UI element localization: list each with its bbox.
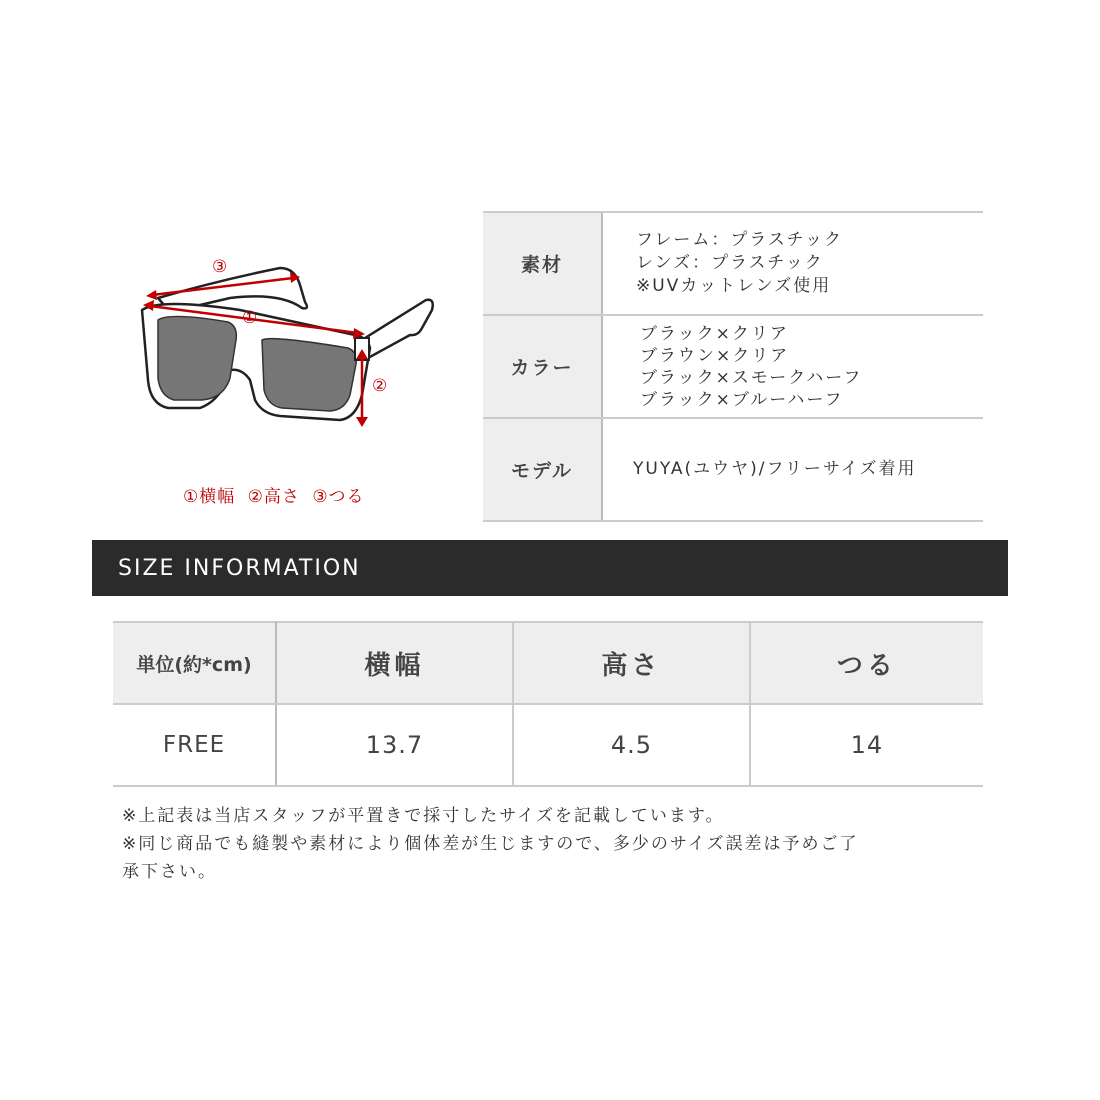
- spec-label-color: カラー: [483, 316, 603, 417]
- size-header-height: 高さ: [513, 622, 750, 704]
- spec-line: YUYA(ユウヤ)/フリーサイズ着用: [633, 459, 917, 479]
- spec-line: ブラック×ブルーハーフ: [640, 389, 844, 410]
- spec-line: レンズ：プラスチック: [636, 253, 824, 273]
- spec-line: ※UVカットレンズ使用: [636, 276, 832, 296]
- size-cell-width: 13.7: [276, 704, 513, 786]
- spec-label-model: モデル: [483, 419, 603, 520]
- marker-temple: ③: [212, 257, 228, 277]
- size-cell-temple: 14: [750, 704, 983, 786]
- spec-row-color: [483, 316, 983, 419]
- left-lens: [158, 316, 236, 400]
- note-line: ※同じ商品でも縫製や素材により個体差が生じますので、多少のサイズ誤差は予めご了: [122, 834, 859, 854]
- legend-height: ②高さ: [247, 487, 300, 507]
- spec-value-color: [603, 316, 983, 417]
- spec-row-material: [483, 213, 983, 316]
- note-line: ※上記表は当店スタッフが平置きで採寸したサイズを記載しています。: [122, 806, 725, 826]
- size-table-header-row: [113, 622, 983, 704]
- temple-right: [365, 300, 433, 358]
- spec-line: ブラック×クリア: [640, 323, 789, 344]
- table-row: [113, 704, 983, 786]
- sunglasses-illustration: [130, 240, 460, 450]
- size-header-width: 横幅: [276, 622, 513, 704]
- measure-legend: [183, 482, 423, 507]
- spec-row-model: [483, 419, 983, 522]
- size-info-title: SIZE INFORMATION: [118, 555, 361, 581]
- size-header-temple: つる: [750, 622, 983, 704]
- legend-width: ①横幅: [183, 487, 236, 507]
- marker-height: ②: [372, 376, 388, 396]
- spec-table: [483, 211, 983, 522]
- spec-line: ブラウン×クリア: [640, 345, 790, 366]
- size-info-header: [92, 540, 1008, 596]
- marker-width: ①: [242, 308, 258, 328]
- size-cell-height: 4.5: [513, 704, 750, 786]
- size-header-unit: 単位(約*cm): [113, 622, 276, 704]
- right-lens: [262, 339, 356, 411]
- legend-temple: ③つる: [312, 487, 365, 507]
- spec-label-material: 素材: [483, 213, 603, 314]
- note-line: 承下さい。: [122, 862, 217, 882]
- spec-line: ブラック×スモークハーフ: [640, 367, 863, 388]
- spec-line: フレーム：プラスチック: [636, 230, 843, 250]
- size-table: [113, 621, 983, 787]
- spec-value-model: [603, 419, 983, 520]
- spec-value-material: [603, 213, 983, 314]
- size-cell-size: FREE: [113, 704, 276, 786]
- size-notes: [122, 802, 992, 886]
